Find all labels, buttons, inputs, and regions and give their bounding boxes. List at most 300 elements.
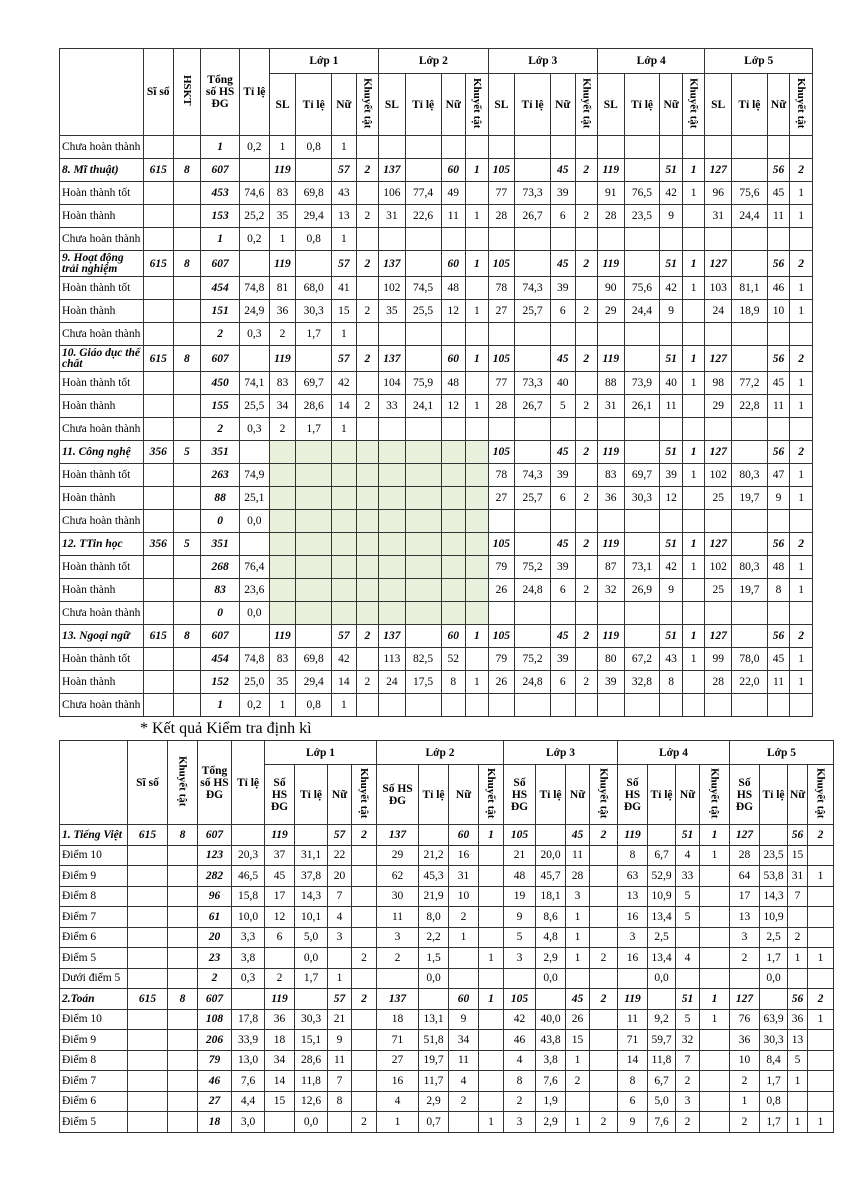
data-cell	[143, 648, 173, 671]
data-cell	[466, 533, 489, 556]
data-cell	[405, 346, 441, 372]
sub-header-lop5-col2: Tỉ lệ	[731, 74, 767, 136]
data-cell	[128, 1091, 168, 1112]
data-cell: 63	[618, 866, 648, 887]
data-cell: 2	[575, 579, 598, 602]
sub-header-lop4-col3: Nữ	[676, 765, 700, 825]
data-cell: 45,7	[536, 866, 566, 887]
results-table-assessment	[59, 48, 813, 717]
data-cell: 21	[504, 845, 536, 866]
data-cell: 1	[466, 205, 489, 228]
data-cell: 17	[265, 886, 295, 907]
data-cell	[700, 1112, 730, 1133]
data-cell: 11	[767, 205, 790, 228]
data-cell	[550, 602, 575, 625]
data-cell: 105	[488, 251, 515, 277]
data-cell: 2,9	[536, 948, 566, 969]
data-cell: 2	[590, 825, 618, 846]
data-cell: 2	[201, 418, 240, 441]
data-cell: 17,5	[405, 671, 441, 694]
data-cell: 37	[265, 845, 295, 866]
data-cell: 23,5	[760, 845, 788, 866]
data-cell: 42	[504, 1009, 536, 1030]
row-label: Hoàn thành tốt	[60, 464, 144, 487]
data-cell: 83	[598, 464, 625, 487]
data-cell: 0,3	[232, 968, 265, 989]
data-cell	[240, 441, 270, 464]
data-cell: 10,0	[232, 907, 265, 928]
data-cell	[143, 671, 173, 694]
data-cell: 2	[590, 1112, 618, 1133]
data-cell: 1	[730, 1091, 760, 1112]
data-cell	[731, 228, 767, 251]
data-cell: 14,3	[295, 886, 328, 907]
data-cell	[731, 136, 767, 159]
data-cell	[173, 323, 201, 346]
data-cell	[550, 136, 575, 159]
data-cell: 4	[676, 948, 700, 969]
data-cell: 20	[198, 927, 232, 948]
data-cell: 1	[566, 927, 590, 948]
data-cell	[515, 228, 551, 251]
data-cell: 123	[198, 845, 232, 866]
data-cell: 6,7	[648, 1071, 676, 1092]
data-cell: 39	[550, 648, 575, 671]
data-cell: 75,2	[515, 556, 551, 579]
data-cell: 24,8	[515, 579, 551, 602]
data-cell: 51	[660, 251, 683, 277]
data-cell	[575, 648, 598, 671]
data-cell: 13,4	[648, 948, 676, 969]
data-cell: 67,2	[624, 648, 660, 671]
data-cell	[269, 464, 296, 487]
data-cell	[441, 533, 466, 556]
data-cell: 1	[700, 989, 730, 1010]
data-cell: 25,5	[240, 395, 270, 418]
data-cell: 607	[201, 346, 240, 372]
data-cell: 31	[379, 205, 406, 228]
data-cell: 28	[566, 866, 590, 887]
data-cell	[328, 1112, 352, 1133]
data-cell: 51	[660, 159, 683, 182]
data-cell: 1	[201, 228, 240, 251]
data-cell	[232, 825, 265, 846]
data-cell: 15	[566, 1030, 590, 1051]
data-cell	[598, 418, 625, 441]
data-cell	[479, 1091, 504, 1112]
data-cell: 1	[682, 464, 705, 487]
data-cell: 80	[598, 648, 625, 671]
data-cell	[128, 845, 168, 866]
data-cell: 2	[590, 948, 618, 969]
data-cell: 23,5	[624, 205, 660, 228]
data-cell: 75,2	[515, 648, 551, 671]
data-cell: 23	[198, 948, 232, 969]
data-cell: 23,6	[240, 579, 270, 602]
data-cell	[479, 845, 504, 866]
data-cell: 20,0	[536, 845, 566, 866]
data-cell: 57	[332, 625, 357, 648]
data-cell: 8	[618, 1071, 648, 1092]
data-cell: 0,2	[240, 136, 270, 159]
data-cell: 45	[550, 625, 575, 648]
data-cell	[173, 277, 201, 300]
data-cell: 2	[730, 1071, 760, 1092]
data-cell: 11,7	[419, 1071, 449, 1092]
data-cell: 5	[676, 886, 700, 907]
row-label: Điểm 5	[60, 948, 128, 969]
data-cell: 6	[550, 671, 575, 694]
data-cell	[700, 907, 730, 928]
data-cell	[550, 228, 575, 251]
data-cell: 8	[173, 251, 201, 277]
data-cell	[405, 323, 441, 346]
data-cell	[441, 579, 466, 602]
data-cell: 68,0	[296, 277, 332, 300]
data-cell: 51	[660, 533, 683, 556]
data-cell: 1	[790, 671, 813, 694]
data-cell: 26,1	[624, 395, 660, 418]
data-cell: 0,7	[419, 1112, 449, 1133]
data-cell	[296, 510, 332, 533]
data-cell: 0,0	[240, 602, 270, 625]
data-cell: 607	[198, 825, 232, 846]
data-cell: 127	[730, 825, 760, 846]
data-cell	[618, 968, 648, 989]
data-cell	[590, 1009, 618, 1030]
data-cell	[128, 948, 168, 969]
data-cell	[515, 418, 551, 441]
data-cell: 45	[550, 346, 575, 372]
data-cell: 2	[352, 1112, 377, 1133]
data-cell	[232, 989, 265, 1010]
data-cell: 75,9	[405, 372, 441, 395]
data-cell	[466, 441, 489, 464]
data-cell: 14	[332, 671, 357, 694]
data-cell: 1	[682, 372, 705, 395]
data-cell: 28	[730, 845, 760, 866]
sub-header-lop1-col3: Nữ	[328, 765, 352, 825]
data-cell	[352, 907, 377, 928]
data-cell: 9	[504, 907, 536, 928]
data-cell	[515, 159, 551, 182]
table-row	[60, 182, 813, 205]
data-cell	[575, 182, 598, 205]
table-row	[60, 948, 834, 969]
data-cell	[790, 323, 813, 346]
data-cell: 16	[377, 1071, 419, 1092]
corner-cell	[60, 49, 144, 136]
data-cell: 10	[767, 300, 790, 323]
table-row	[60, 579, 813, 602]
data-cell: 71	[377, 1030, 419, 1051]
sub-header-lop5-col3: Nữ	[788, 765, 808, 825]
data-cell: 2	[575, 159, 598, 182]
data-cell	[466, 579, 489, 602]
data-cell	[379, 136, 406, 159]
data-cell: 9,2	[648, 1009, 676, 1030]
data-cell: 2	[352, 825, 377, 846]
table-row	[60, 228, 813, 251]
data-cell: 615	[143, 625, 173, 648]
data-cell	[790, 510, 813, 533]
data-cell: 31	[598, 395, 625, 418]
data-cell: 18,1	[536, 886, 566, 907]
data-cell: 11,8	[648, 1050, 676, 1071]
data-cell: 25	[705, 579, 732, 602]
row-label: Chưa hoàn thành	[60, 136, 144, 159]
data-cell: 1,5	[419, 948, 449, 969]
data-cell	[515, 323, 551, 346]
data-cell: 48	[441, 372, 466, 395]
data-cell: 36	[269, 300, 296, 323]
data-cell	[332, 556, 357, 579]
subject-row	[60, 989, 834, 1010]
data-cell	[377, 968, 419, 989]
data-cell: 24,1	[405, 395, 441, 418]
data-cell: 83	[269, 648, 296, 671]
data-cell: 11	[660, 395, 683, 418]
data-cell	[566, 968, 590, 989]
data-cell: 4	[504, 1050, 536, 1071]
data-cell: 607	[201, 251, 240, 277]
data-cell	[700, 886, 730, 907]
data-cell	[488, 323, 515, 346]
data-cell: 7	[328, 886, 352, 907]
data-cell	[731, 418, 767, 441]
data-cell	[173, 395, 201, 418]
data-cell	[731, 251, 767, 277]
data-cell: 39	[550, 182, 575, 205]
data-cell	[550, 510, 575, 533]
data-cell: 40	[660, 372, 683, 395]
data-cell: 59,7	[648, 1030, 676, 1051]
data-cell: 105	[488, 533, 515, 556]
results-table-periodic-tests	[59, 740, 834, 1133]
data-cell: 0,8	[296, 136, 332, 159]
data-cell	[328, 948, 352, 969]
data-cell: 24	[705, 300, 732, 323]
data-cell: 73,3	[515, 372, 551, 395]
data-cell: 45	[566, 989, 590, 1010]
data-cell	[731, 510, 767, 533]
data-cell	[760, 989, 788, 1010]
data-cell	[767, 602, 790, 625]
data-cell: 45	[550, 251, 575, 277]
row-label: Hoàn thành tốt	[60, 372, 144, 395]
data-cell	[296, 487, 332, 510]
table-row	[60, 866, 834, 887]
data-cell: 6	[618, 1091, 648, 1112]
subject-label: 2.Toán	[60, 989, 128, 1010]
data-cell: 3	[504, 948, 536, 969]
data-cell: 1	[790, 205, 813, 228]
data-cell	[332, 533, 357, 556]
data-cell	[405, 625, 441, 648]
data-cell: 24,4	[731, 205, 767, 228]
data-cell: 42	[660, 182, 683, 205]
data-cell: 8	[767, 579, 790, 602]
data-cell	[515, 136, 551, 159]
data-cell	[466, 602, 489, 625]
data-cell	[536, 989, 566, 1010]
data-cell	[352, 1071, 377, 1092]
data-cell: 75,6	[624, 277, 660, 300]
data-cell: 21	[328, 1009, 352, 1030]
data-cell	[173, 182, 201, 205]
data-cell: 56	[788, 825, 808, 846]
header-lop-3: Lớp 3	[488, 49, 597, 74]
data-cell: 43	[332, 182, 357, 205]
data-cell: 127	[705, 625, 732, 648]
data-cell	[682, 300, 705, 323]
data-cell	[767, 136, 790, 159]
data-cell: 61	[198, 907, 232, 928]
row-label: Điểm 8	[60, 1050, 128, 1071]
data-cell	[265, 948, 295, 969]
data-cell: 356	[143, 441, 173, 464]
data-cell	[332, 464, 357, 487]
row-label: Chưa hoàn thành	[60, 228, 144, 251]
data-cell: 2	[790, 159, 813, 182]
data-cell: 1,9	[536, 1091, 566, 1112]
data-cell	[405, 602, 441, 625]
data-cell	[705, 602, 732, 625]
data-cell	[168, 1071, 198, 1092]
table-row	[60, 845, 834, 866]
data-cell	[295, 825, 328, 846]
data-cell: 206	[198, 1030, 232, 1051]
data-cell: 1	[682, 251, 705, 277]
row-label: Điểm 9	[60, 866, 128, 887]
data-cell: 1	[449, 927, 479, 948]
data-cell: 45	[566, 825, 590, 846]
data-cell: 1	[682, 648, 705, 671]
data-cell	[767, 323, 790, 346]
data-cell: 1	[682, 346, 705, 372]
data-cell: 1	[479, 989, 504, 1010]
data-cell: 1	[808, 1009, 834, 1030]
data-cell: 57	[328, 825, 352, 846]
data-cell	[790, 602, 813, 625]
data-cell: 1	[566, 948, 590, 969]
data-cell	[405, 533, 441, 556]
data-cell: 105	[504, 989, 536, 1010]
data-cell: 26,7	[515, 395, 551, 418]
data-cell: 615	[128, 825, 168, 846]
sub-header-lop3-col3: Nữ	[566, 765, 590, 825]
data-cell: 1	[466, 671, 489, 694]
data-cell: 0,3	[240, 323, 270, 346]
data-cell: 2	[575, 205, 598, 228]
data-cell: 1	[790, 182, 813, 205]
corner-cell	[60, 741, 128, 825]
header-ti-le: Tỉ lệ	[240, 49, 270, 136]
data-cell: 82,5	[405, 648, 441, 671]
data-cell	[788, 907, 808, 928]
data-cell	[265, 1112, 295, 1133]
data-cell: 27	[488, 487, 515, 510]
data-cell: 35	[269, 205, 296, 228]
data-cell: 57	[328, 989, 352, 1010]
data-cell: 1	[682, 533, 705, 556]
data-cell: 12	[441, 300, 466, 323]
data-cell: 2	[352, 948, 377, 969]
data-cell	[441, 441, 466, 464]
data-cell: 9	[767, 487, 790, 510]
data-cell	[379, 228, 406, 251]
data-cell	[356, 487, 379, 510]
data-cell: 615	[143, 159, 173, 182]
data-cell: 32,8	[624, 671, 660, 694]
data-cell: 2	[790, 346, 813, 372]
data-cell	[790, 136, 813, 159]
data-cell	[405, 418, 441, 441]
data-cell	[730, 968, 760, 989]
data-cell: 39	[550, 464, 575, 487]
data-cell	[479, 1030, 504, 1051]
data-cell: 25,7	[515, 487, 551, 510]
data-cell: 18	[265, 1030, 295, 1051]
data-cell: 51	[676, 825, 700, 846]
data-cell: 127	[730, 989, 760, 1010]
data-cell: 8	[173, 625, 201, 648]
data-cell: 6,7	[648, 845, 676, 866]
data-cell	[488, 136, 515, 159]
data-cell: 1	[808, 1112, 834, 1133]
data-cell: 73,3	[515, 182, 551, 205]
data-cell: 615	[143, 251, 173, 277]
data-cell: 77	[488, 182, 515, 205]
data-cell	[682, 136, 705, 159]
data-cell	[269, 533, 296, 556]
data-cell	[624, 323, 660, 346]
data-cell	[240, 533, 270, 556]
row-label: Điểm 6	[60, 1091, 128, 1112]
data-cell: 69,8	[296, 648, 332, 671]
data-cell: 2	[356, 159, 379, 182]
data-cell	[479, 886, 504, 907]
data-cell: 17,8	[232, 1009, 265, 1030]
data-cell: 1	[790, 395, 813, 418]
data-cell: 12	[441, 395, 466, 418]
data-cell	[590, 1050, 618, 1071]
data-cell	[356, 556, 379, 579]
header-lop-4: Lớp 4	[598, 49, 705, 74]
data-cell: 78	[488, 464, 515, 487]
data-cell	[296, 251, 332, 277]
data-cell	[296, 533, 332, 556]
data-cell	[466, 277, 489, 300]
data-cell	[624, 441, 660, 464]
data-cell	[379, 441, 406, 464]
sub-header-lop5-col4: Khuyết tật	[790, 74, 813, 136]
data-cell: 104	[379, 372, 406, 395]
data-cell	[660, 323, 683, 346]
data-cell: 15	[788, 845, 808, 866]
data-cell	[356, 510, 379, 533]
data-cell: 119	[265, 825, 295, 846]
data-cell: 75,6	[731, 182, 767, 205]
data-cell: 1	[682, 159, 705, 182]
row-label: Điểm 7	[60, 1071, 128, 1092]
data-cell: 29,4	[296, 205, 332, 228]
data-cell	[449, 1112, 479, 1133]
data-cell	[624, 418, 660, 441]
data-cell: 2	[575, 346, 598, 372]
data-cell	[352, 886, 377, 907]
data-cell: 12	[660, 487, 683, 510]
